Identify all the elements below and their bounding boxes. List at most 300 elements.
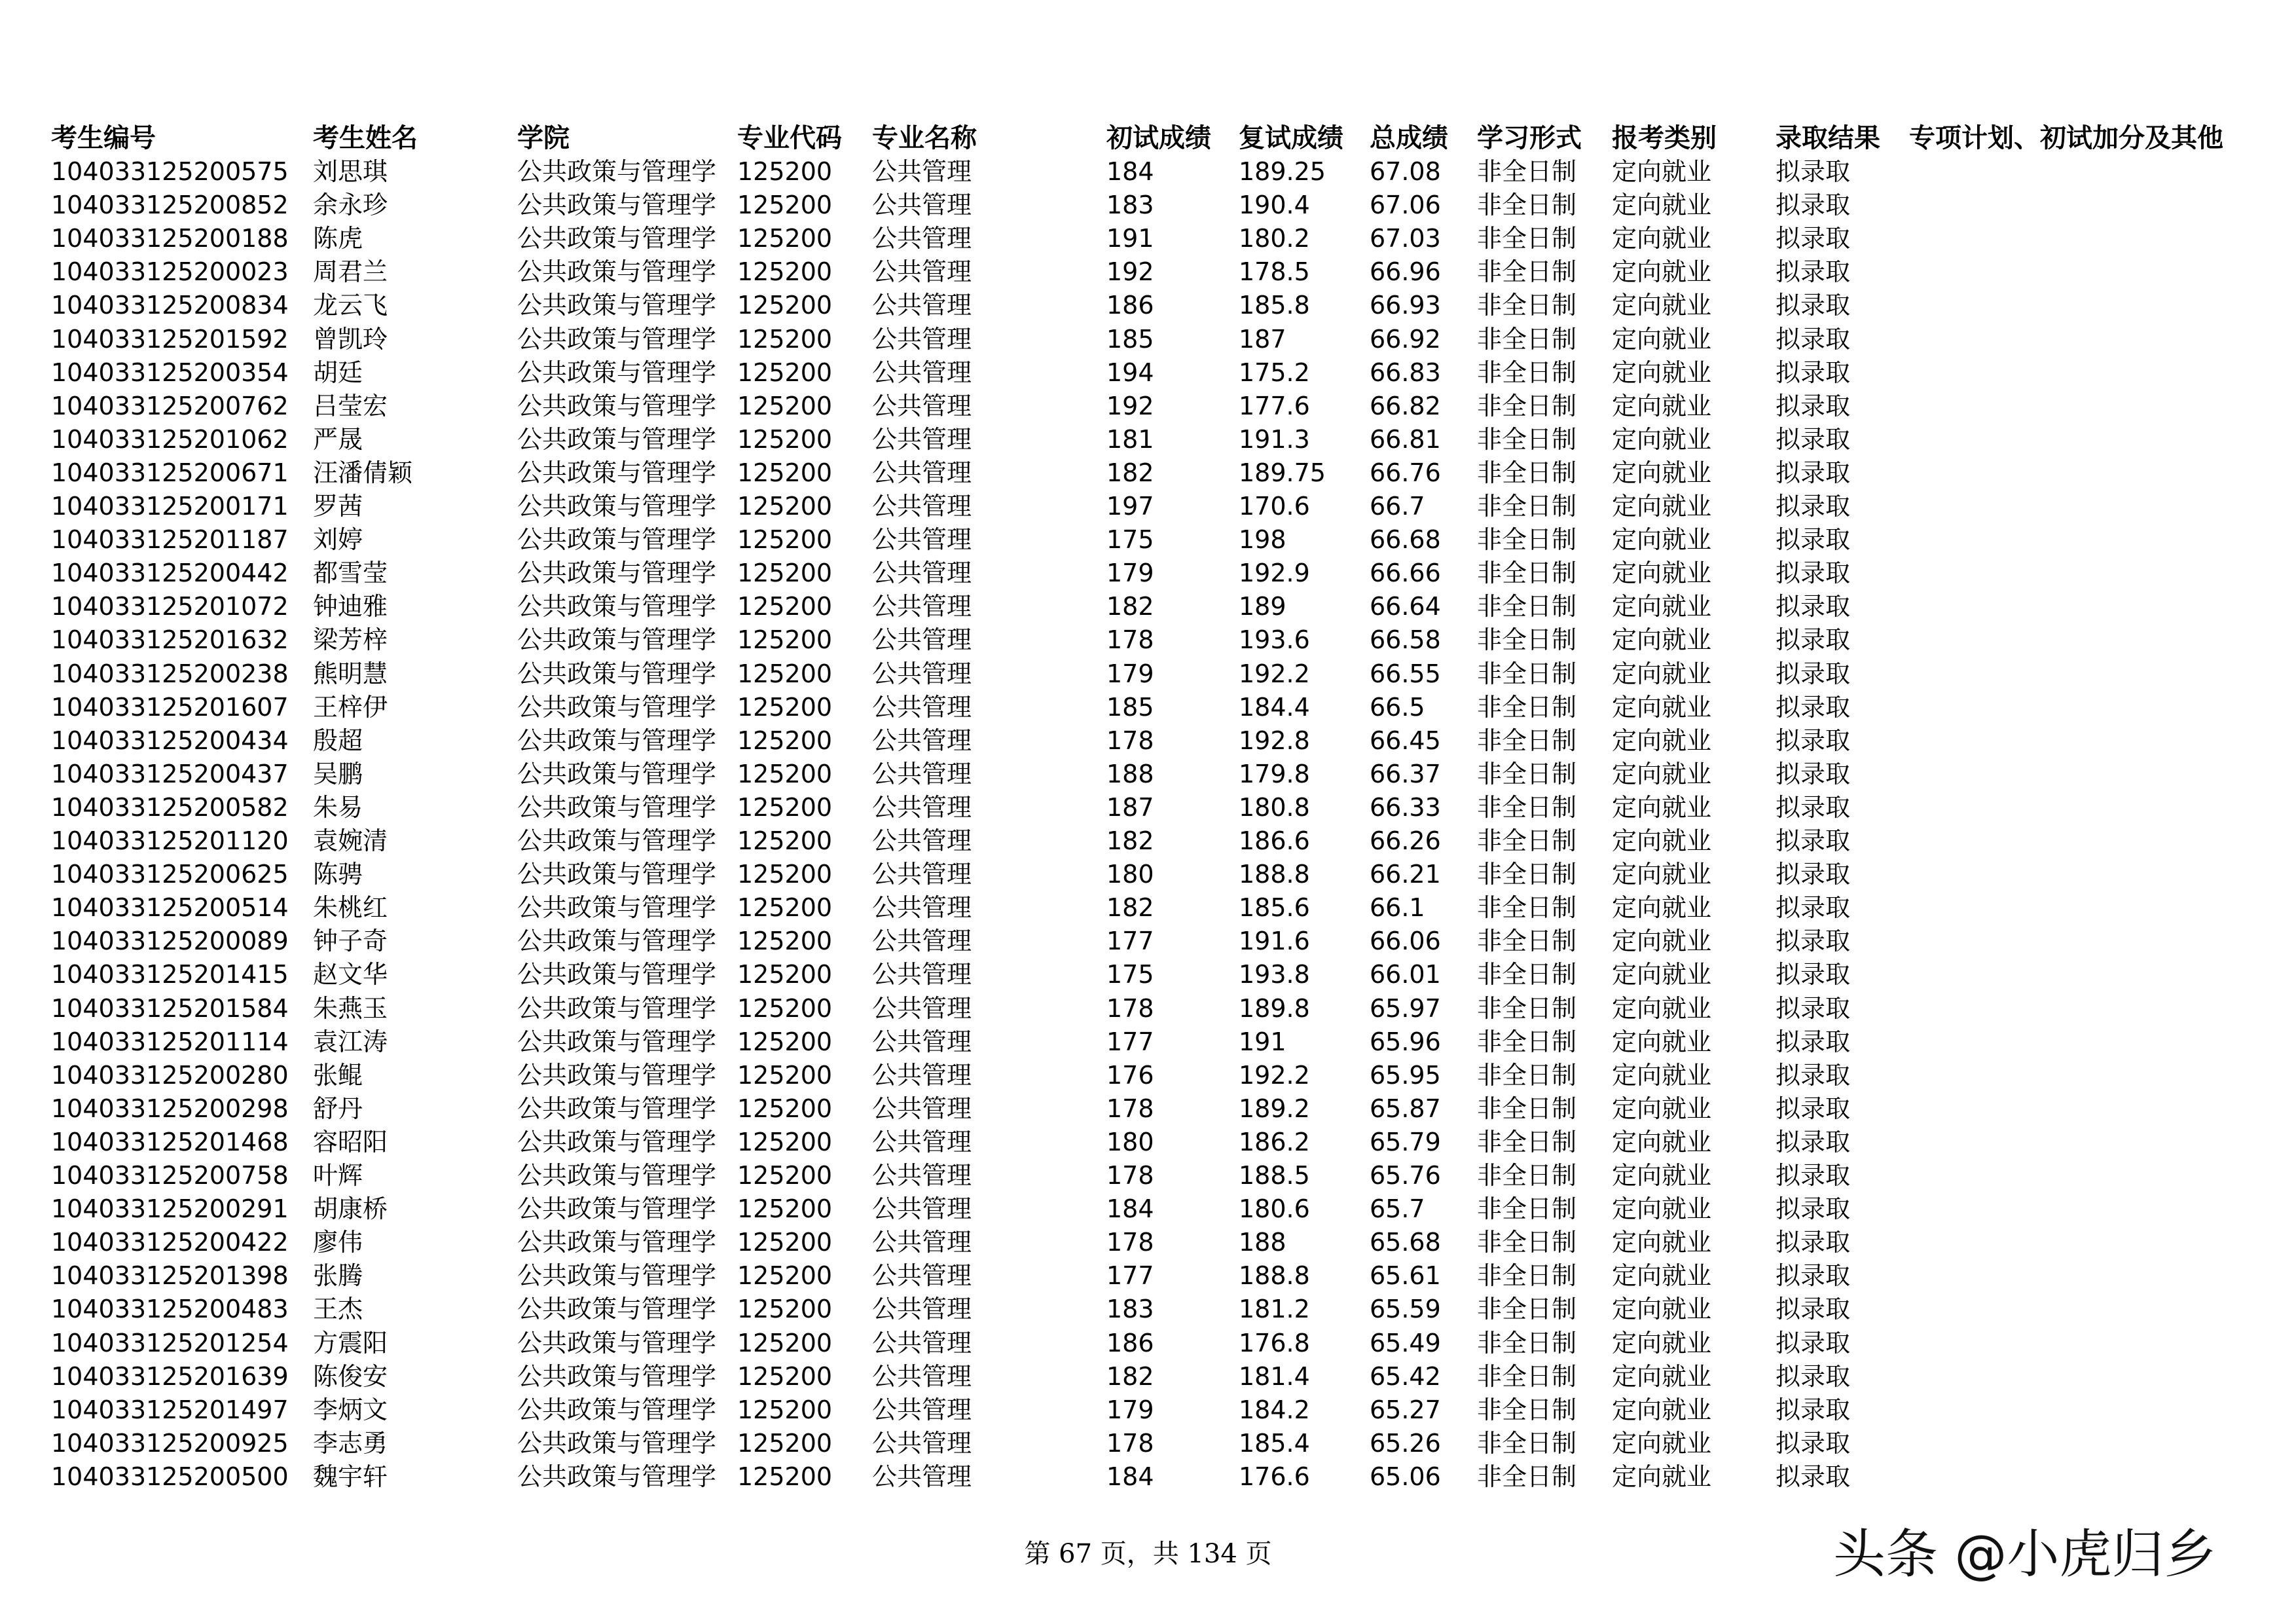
cell-study-mode: 非全日制 xyxy=(1477,1361,1577,1391)
cell-study-mode: 非全日制 xyxy=(1477,692,1577,722)
cell-major-name: 公共管理 xyxy=(872,1462,972,1491)
cell-apply-type: 定向就业 xyxy=(1612,1060,1712,1090)
cell-total-score: 65.76 xyxy=(1370,1161,1441,1190)
cell-prelim-score: 178 xyxy=(1106,1228,1154,1257)
cell-major-name: 公共管理 xyxy=(872,592,972,621)
cell-apply-type: 定向就业 xyxy=(1612,559,1712,588)
cell-apply-type: 定向就业 xyxy=(1612,1295,1712,1324)
cell-major-name: 公共管理 xyxy=(872,1395,972,1424)
cell-prelim-score: 175 xyxy=(1106,960,1154,989)
cell-major-code: 125200 xyxy=(737,726,833,755)
cell-prelim-score: 182 xyxy=(1106,458,1154,487)
cell-major-code: 125200 xyxy=(737,291,833,320)
cell-prelim-score: 182 xyxy=(1106,592,1154,621)
cell-apply-type: 定向就业 xyxy=(1612,1428,1712,1458)
cell-candidate-id: 104033125201254 xyxy=(51,1328,289,1357)
table-row xyxy=(0,1460,2296,1494)
cell-candidate-name: 周君兰 xyxy=(313,257,388,287)
cell-study-mode: 非全日制 xyxy=(1477,759,1577,788)
cell-major-name: 公共管理 xyxy=(872,726,972,755)
cell-apply-type: 定向就业 xyxy=(1612,492,1712,521)
table-row xyxy=(0,925,2296,958)
cell-admission-result: 拟录取 xyxy=(1776,1194,1851,1224)
header-study-mode: 学习形式 xyxy=(1477,123,1582,153)
header-total-score: 总成绩 xyxy=(1370,123,1448,153)
cell-study-mode: 非全日制 xyxy=(1477,1194,1577,1224)
cell-prelim-score: 186 xyxy=(1106,1328,1154,1357)
cell-apply-type: 定向就业 xyxy=(1612,424,1712,454)
table-row xyxy=(0,1393,2296,1427)
cell-candidate-id: 104033125201632 xyxy=(51,625,289,655)
cell-retest-score: 189.2 xyxy=(1239,1094,1310,1123)
cell-candidate-id: 104033125200575 xyxy=(51,157,289,186)
cell-apply-type: 定向就业 xyxy=(1612,792,1712,822)
table-row xyxy=(0,423,2296,456)
cell-prelim-score: 188 xyxy=(1106,759,1154,788)
cell-total-score: 66.21 xyxy=(1370,860,1441,889)
cell-major-code: 125200 xyxy=(737,358,833,387)
cell-total-score: 65.97 xyxy=(1370,993,1441,1023)
cell-retest-score: 178.5 xyxy=(1239,257,1310,287)
cell-prelim-score: 180 xyxy=(1106,860,1154,889)
cell-study-mode: 非全日制 xyxy=(1477,492,1577,521)
cell-total-score: 66.93 xyxy=(1370,291,1441,320)
cell-candidate-id: 104033125200852 xyxy=(51,191,289,220)
cell-college: 公共政策与管理学 xyxy=(517,358,717,387)
table-row xyxy=(0,1427,2296,1460)
cell-candidate-id: 104033125200925 xyxy=(51,1428,289,1458)
cell-retest-score: 190.4 xyxy=(1239,191,1310,220)
cell-major-code: 125200 xyxy=(737,1161,833,1190)
cell-prelim-score: 184 xyxy=(1106,157,1154,186)
cell-prelim-score: 183 xyxy=(1106,191,1154,220)
cell-apply-type: 定向就业 xyxy=(1612,993,1712,1023)
header-candidate-id: 考生编号 xyxy=(51,123,156,153)
table-row xyxy=(0,1126,2296,1159)
cell-prelim-score: 187 xyxy=(1106,792,1154,822)
cell-study-mode: 非全日制 xyxy=(1477,191,1577,220)
cell-major-name: 公共管理 xyxy=(872,157,972,186)
cell-apply-type: 定向就业 xyxy=(1612,692,1712,722)
cell-apply-type: 定向就业 xyxy=(1612,358,1712,387)
cell-study-mode: 非全日制 xyxy=(1477,257,1577,287)
cell-study-mode: 非全日制 xyxy=(1477,625,1577,655)
cell-college: 公共政策与管理学 xyxy=(517,291,717,320)
cell-major-code: 125200 xyxy=(737,592,833,621)
cell-retest-score: 192.9 xyxy=(1239,559,1310,588)
cell-prelim-score: 194 xyxy=(1106,358,1154,387)
cell-study-mode: 非全日制 xyxy=(1477,1060,1577,1090)
cell-study-mode: 非全日制 xyxy=(1477,927,1577,956)
cell-candidate-name: 朱桃红 xyxy=(313,893,388,923)
cell-admission-result: 拟录取 xyxy=(1776,1261,1851,1291)
cell-total-score: 65.27 xyxy=(1370,1395,1441,1424)
table-row xyxy=(0,523,2296,557)
cell-candidate-name: 赵文华 xyxy=(313,960,388,989)
cell-retest-score: 176.8 xyxy=(1239,1328,1310,1357)
cell-college: 公共政策与管理学 xyxy=(517,625,717,655)
cell-apply-type: 定向就业 xyxy=(1612,391,1712,420)
cell-admission-result: 拟录取 xyxy=(1776,860,1851,889)
cell-major-code: 125200 xyxy=(737,1462,833,1491)
cell-total-score: 66.37 xyxy=(1370,759,1441,788)
cell-college: 公共政策与管理学 xyxy=(517,1161,717,1190)
cell-prelim-score: 184 xyxy=(1106,1194,1154,1224)
cell-candidate-id: 104033125201584 xyxy=(51,993,289,1023)
cell-total-score: 65.59 xyxy=(1370,1295,1441,1324)
cell-candidate-id: 104033125201120 xyxy=(51,826,289,855)
cell-prelim-score: 182 xyxy=(1106,893,1154,923)
cell-major-code: 125200 xyxy=(737,391,833,420)
cell-candidate-name: 王梓伊 xyxy=(313,692,388,722)
cell-admission-result: 拟录取 xyxy=(1776,291,1851,320)
cell-admission-result: 拟录取 xyxy=(1776,826,1851,855)
cell-major-name: 公共管理 xyxy=(872,1428,972,1458)
cell-candidate-id: 104033125200280 xyxy=(51,1060,289,1090)
cell-admission-result: 拟录取 xyxy=(1776,1027,1851,1056)
header-apply-type: 报考类别 xyxy=(1612,123,1717,153)
cell-total-score: 65.49 xyxy=(1370,1328,1441,1357)
cell-total-score: 66.81 xyxy=(1370,424,1441,454)
cell-total-score: 65.26 xyxy=(1370,1428,1441,1458)
cell-candidate-name: 龙云飞 xyxy=(313,291,388,320)
cell-retest-score: 170.6 xyxy=(1239,492,1310,521)
cell-college: 公共政策与管理学 xyxy=(517,1194,717,1224)
cell-major-code: 125200 xyxy=(737,927,833,956)
cell-study-mode: 非全日制 xyxy=(1477,1295,1577,1324)
cell-study-mode: 非全日制 xyxy=(1477,1261,1577,1291)
cell-candidate-name: 朱燕玉 xyxy=(313,993,388,1023)
header-college: 学院 xyxy=(517,123,570,153)
table-row xyxy=(0,1226,2296,1259)
cell-college: 公共政策与管理学 xyxy=(517,659,717,688)
cell-candidate-name: 吕莹宏 xyxy=(313,391,388,420)
cell-major-name: 公共管理 xyxy=(872,559,972,588)
cell-prelim-score: 179 xyxy=(1106,1395,1154,1424)
cell-total-score: 66.33 xyxy=(1370,792,1441,822)
cell-major-name: 公共管理 xyxy=(872,224,972,253)
cell-major-code: 125200 xyxy=(737,1194,833,1224)
cell-college: 公共政策与管理学 xyxy=(517,960,717,989)
table-row xyxy=(0,356,2296,390)
cell-apply-type: 定向就业 xyxy=(1612,659,1712,688)
cell-retest-score: 175.2 xyxy=(1239,358,1310,387)
cell-major-name: 公共管理 xyxy=(872,860,972,889)
cell-admission-result: 拟录取 xyxy=(1776,157,1851,186)
cell-apply-type: 定向就业 xyxy=(1612,1328,1712,1357)
cell-apply-type: 定向就业 xyxy=(1612,1194,1712,1224)
cell-total-score: 66.06 xyxy=(1370,927,1441,956)
cell-total-score: 67.08 xyxy=(1370,157,1441,186)
cell-candidate-id: 104033125200625 xyxy=(51,860,289,889)
cell-retest-score: 189.75 xyxy=(1239,458,1326,487)
table-row xyxy=(0,1025,2296,1059)
header-special-notes: 专项计划、初试加分及其他 xyxy=(1909,123,2223,153)
cell-total-score: 65.06 xyxy=(1370,1462,1441,1491)
cell-total-score: 65.79 xyxy=(1370,1127,1441,1156)
cell-retest-score: 176.6 xyxy=(1239,1462,1310,1491)
cell-admission-result: 拟录取 xyxy=(1776,927,1851,956)
table-row xyxy=(0,1192,2296,1226)
header-candidate-name: 考生姓名 xyxy=(313,123,418,153)
cell-candidate-name: 刘思琪 xyxy=(313,157,388,186)
table-row xyxy=(0,189,2296,222)
cell-admission-result: 拟录取 xyxy=(1776,224,1851,253)
cell-candidate-id: 104033125201062 xyxy=(51,424,289,454)
cell-candidate-name: 张鲲 xyxy=(313,1060,363,1090)
cell-prelim-score: 178 xyxy=(1106,625,1154,655)
cell-candidate-id: 104033125200023 xyxy=(51,257,289,287)
cell-study-mode: 非全日制 xyxy=(1477,458,1577,487)
cell-apply-type: 定向就业 xyxy=(1612,860,1712,889)
cell-prelim-score: 184 xyxy=(1106,1462,1154,1491)
cell-major-code: 125200 xyxy=(737,759,833,788)
cell-total-score: 66.01 xyxy=(1370,960,1441,989)
cell-prelim-score: 185 xyxy=(1106,692,1154,722)
header-retest-score: 复试成绩 xyxy=(1239,123,1343,153)
cell-college: 公共政策与管理学 xyxy=(517,759,717,788)
cell-candidate-id: 104033125201415 xyxy=(51,960,289,989)
cell-study-mode: 非全日制 xyxy=(1477,1094,1577,1123)
cell-major-code: 125200 xyxy=(737,1060,833,1090)
cell-admission-result: 拟录取 xyxy=(1776,960,1851,989)
cell-prelim-score: 178 xyxy=(1106,1428,1154,1458)
cell-major-code: 125200 xyxy=(737,1228,833,1257)
cell-total-score: 65.61 xyxy=(1370,1261,1441,1291)
cell-candidate-name: 殷超 xyxy=(313,726,363,755)
cell-prelim-score: 182 xyxy=(1106,826,1154,855)
cell-college: 公共政策与管理学 xyxy=(517,1428,717,1458)
cell-retest-score: 181.2 xyxy=(1239,1295,1310,1324)
table-row xyxy=(0,623,2296,657)
cell-study-mode: 非全日制 xyxy=(1477,157,1577,186)
cell-retest-score: 192.8 xyxy=(1239,726,1310,755)
cell-study-mode: 非全日制 xyxy=(1477,1428,1577,1458)
cell-retest-score: 188.8 xyxy=(1239,1261,1310,1291)
cell-total-score: 65.87 xyxy=(1370,1094,1441,1123)
cell-apply-type: 定向就业 xyxy=(1612,157,1712,186)
cell-apply-type: 定向就业 xyxy=(1612,1161,1712,1190)
cell-study-mode: 非全日制 xyxy=(1477,224,1577,253)
cell-college: 公共政策与管理学 xyxy=(517,424,717,454)
cell-apply-type: 定向就业 xyxy=(1612,893,1712,923)
cell-total-score: 66.96 xyxy=(1370,257,1441,287)
cell-total-score: 66.64 xyxy=(1370,592,1441,621)
cell-admission-result: 拟录取 xyxy=(1776,1428,1851,1458)
cell-candidate-name: 熊明慧 xyxy=(313,659,388,688)
cell-college: 公共政策与管理学 xyxy=(517,592,717,621)
cell-college: 公共政策与管理学 xyxy=(517,826,717,855)
cell-major-code: 125200 xyxy=(737,960,833,989)
cell-total-score: 66.1 xyxy=(1370,893,1425,923)
cell-candidate-id: 104033125200238 xyxy=(51,659,289,688)
cell-candidate-id: 104033125200500 xyxy=(51,1462,289,1491)
cell-retest-score: 177.6 xyxy=(1239,391,1310,420)
cell-college: 公共政策与管理学 xyxy=(517,191,717,220)
table-row xyxy=(0,222,2296,255)
cell-admission-result: 拟录取 xyxy=(1776,1462,1851,1491)
cell-major-code: 125200 xyxy=(737,157,833,186)
cell-admission-result: 拟录取 xyxy=(1776,659,1851,688)
cell-major-name: 公共管理 xyxy=(872,324,972,354)
cell-college: 公共政策与管理学 xyxy=(517,993,717,1023)
table-row xyxy=(0,992,2296,1025)
cell-apply-type: 定向就业 xyxy=(1612,1462,1712,1491)
cell-major-code: 125200 xyxy=(737,692,833,722)
cell-college: 公共政策与管理学 xyxy=(517,692,717,722)
cell-prelim-score: 181 xyxy=(1106,424,1154,454)
cell-candidate-name: 都雪莹 xyxy=(313,559,388,588)
cell-college: 公共政策与管理学 xyxy=(517,157,717,186)
table-row xyxy=(0,1293,2296,1326)
cell-candidate-name: 胡廷 xyxy=(313,358,363,387)
cell-major-name: 公共管理 xyxy=(872,291,972,320)
cell-admission-result: 拟录取 xyxy=(1776,1395,1851,1424)
cell-admission-result: 拟录取 xyxy=(1776,726,1851,755)
table-row xyxy=(0,490,2296,523)
cell-candidate-id: 104033125200514 xyxy=(51,893,289,923)
cell-admission-result: 拟录取 xyxy=(1776,391,1851,420)
cell-prelim-score: 177 xyxy=(1106,1261,1154,1291)
cell-major-code: 125200 xyxy=(737,1328,833,1357)
cell-candidate-id: 104033125201497 xyxy=(51,1395,289,1424)
cell-major-name: 公共管理 xyxy=(872,1228,972,1257)
table-row xyxy=(0,557,2296,590)
cell-admission-result: 拟录取 xyxy=(1776,592,1851,621)
cell-candidate-id: 104033125200762 xyxy=(51,391,289,420)
cell-total-score: 65.96 xyxy=(1370,1027,1441,1056)
cell-retest-score: 188.8 xyxy=(1239,860,1310,889)
cell-study-mode: 非全日制 xyxy=(1477,1127,1577,1156)
cell-admission-result: 拟录取 xyxy=(1776,257,1851,287)
cell-candidate-id: 104033125200582 xyxy=(51,792,289,822)
cell-admission-result: 拟录取 xyxy=(1776,692,1851,722)
cell-retest-score: 191.6 xyxy=(1239,927,1310,956)
cell-major-name: 公共管理 xyxy=(872,191,972,220)
cell-study-mode: 非全日制 xyxy=(1477,792,1577,822)
cell-candidate-name: 严晟 xyxy=(313,424,363,454)
cell-college: 公共政策与管理学 xyxy=(517,1361,717,1391)
cell-admission-result: 拟录取 xyxy=(1776,1295,1851,1324)
table-row xyxy=(0,858,2296,891)
cell-admission-result: 拟录取 xyxy=(1776,559,1851,588)
cell-candidate-id: 104033125201639 xyxy=(51,1361,289,1391)
cell-study-mode: 非全日制 xyxy=(1477,391,1577,420)
cell-retest-score: 189 xyxy=(1239,592,1286,621)
cell-college: 公共政策与管理学 xyxy=(517,458,717,487)
cell-major-name: 公共管理 xyxy=(872,424,972,454)
watermark-logo: 头条 @小虎归乡 xyxy=(1833,1524,2217,1585)
cell-retest-score: 193.6 xyxy=(1239,625,1310,655)
cell-prelim-score: 185 xyxy=(1106,324,1154,354)
cell-candidate-name: 陈虎 xyxy=(313,224,363,253)
cell-candidate-id: 104033125201072 xyxy=(51,592,289,621)
cell-apply-type: 定向就业 xyxy=(1612,458,1712,487)
cell-major-name: 公共管理 xyxy=(872,625,972,655)
cell-college: 公共政策与管理学 xyxy=(517,792,717,822)
cell-major-name: 公共管理 xyxy=(872,893,972,923)
cell-candidate-name: 魏宇轩 xyxy=(313,1462,388,1491)
cell-retest-score: 185.8 xyxy=(1239,291,1310,320)
cell-college: 公共政策与管理学 xyxy=(517,726,717,755)
cell-major-name: 公共管理 xyxy=(872,1261,972,1291)
cell-college: 公共政策与管理学 xyxy=(517,893,717,923)
cell-retest-score: 186.2 xyxy=(1239,1127,1310,1156)
cell-prelim-score: 192 xyxy=(1106,391,1154,420)
cell-candidate-id: 104033125201114 xyxy=(51,1027,289,1056)
cell-retest-score: 184.4 xyxy=(1239,692,1310,722)
cell-major-name: 公共管理 xyxy=(872,692,972,722)
table-row xyxy=(0,958,2296,991)
cell-major-name: 公共管理 xyxy=(872,1295,972,1324)
cell-candidate-id: 104033125201468 xyxy=(51,1127,289,1156)
cell-major-code: 125200 xyxy=(737,458,833,487)
cell-retest-score: 179.8 xyxy=(1239,759,1310,788)
header-major-name: 专业名称 xyxy=(872,123,977,153)
cell-study-mode: 非全日制 xyxy=(1477,324,1577,354)
cell-candidate-id: 104033125200171 xyxy=(51,492,289,521)
cell-apply-type: 定向就业 xyxy=(1612,1027,1712,1056)
cell-candidate-name: 汪潘倩颖 xyxy=(313,458,413,487)
cell-study-mode: 非全日制 xyxy=(1477,424,1577,454)
cell-college: 公共政策与管理学 xyxy=(517,492,717,521)
cell-college: 公共政策与管理学 xyxy=(517,1228,717,1257)
cell-study-mode: 非全日制 xyxy=(1477,659,1577,688)
cell-admission-result: 拟录取 xyxy=(1776,1328,1851,1357)
cell-admission-result: 拟录取 xyxy=(1776,1127,1851,1156)
cell-apply-type: 定向就业 xyxy=(1612,1127,1712,1156)
cell-candidate-name: 舒丹 xyxy=(313,1094,363,1123)
cell-candidate-name: 曾凯玲 xyxy=(313,324,388,354)
cell-college: 公共政策与管理学 xyxy=(517,257,717,287)
cell-retest-score: 189.8 xyxy=(1239,993,1310,1023)
cell-candidate-name: 方震阳 xyxy=(313,1328,388,1357)
cell-major-code: 125200 xyxy=(737,492,833,521)
cell-major-name: 公共管理 xyxy=(872,826,972,855)
cell-candidate-id: 104033125200442 xyxy=(51,559,289,588)
cell-candidate-name: 梁芳梓 xyxy=(313,625,388,655)
cell-total-score: 65.68 xyxy=(1370,1228,1441,1257)
cell-study-mode: 非全日制 xyxy=(1477,559,1577,588)
cell-apply-type: 定向就业 xyxy=(1612,1361,1712,1391)
cell-major-code: 125200 xyxy=(737,826,833,855)
cell-major-name: 公共管理 xyxy=(872,1328,972,1357)
table-row xyxy=(0,891,2296,925)
cell-candidate-id: 104033125200291 xyxy=(51,1194,289,1224)
cell-major-name: 公共管理 xyxy=(872,358,972,387)
cell-study-mode: 非全日制 xyxy=(1477,1027,1577,1056)
cell-study-mode: 非全日制 xyxy=(1477,726,1577,755)
cell-major-code: 125200 xyxy=(737,424,833,454)
cell-prelim-score: 186 xyxy=(1106,291,1154,320)
cell-prelim-score: 178 xyxy=(1106,1094,1154,1123)
cell-apply-type: 定向就业 xyxy=(1612,927,1712,956)
cell-apply-type: 定向就业 xyxy=(1612,759,1712,788)
cell-candidate-id: 104033125200437 xyxy=(51,759,289,788)
cell-major-code: 125200 xyxy=(737,625,833,655)
cell-admission-result: 拟录取 xyxy=(1776,1060,1851,1090)
cell-candidate-name: 陈俊安 xyxy=(313,1361,388,1391)
cell-candidate-id: 104033125201187 xyxy=(51,525,289,555)
cell-apply-type: 定向就业 xyxy=(1612,625,1712,655)
cell-admission-result: 拟录取 xyxy=(1776,1228,1851,1257)
cell-college: 公共政策与管理学 xyxy=(517,559,717,588)
cell-retest-score: 191 xyxy=(1239,1027,1286,1056)
cell-total-score: 65.7 xyxy=(1370,1194,1425,1224)
cell-candidate-name: 朱易 xyxy=(313,792,363,822)
cell-total-score: 66.66 xyxy=(1370,559,1441,588)
cell-apply-type: 定向就业 xyxy=(1612,960,1712,989)
